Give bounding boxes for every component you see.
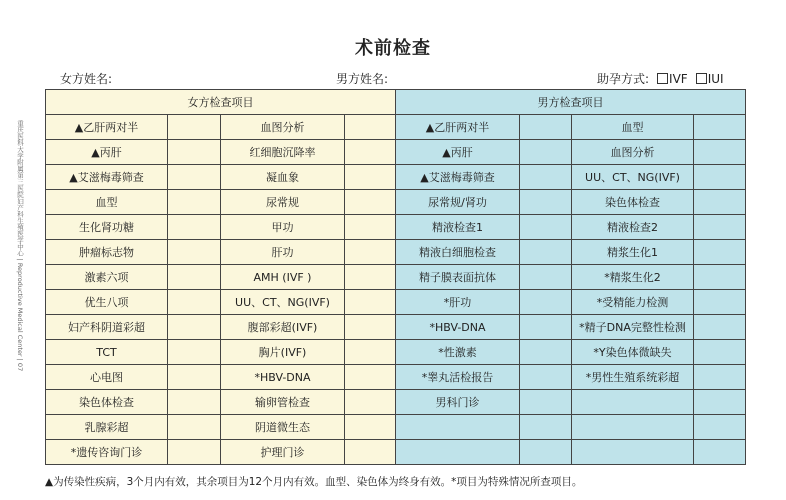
table-row: [46, 415, 746, 440]
result-cell[interactable]: [694, 265, 746, 290]
result-cell[interactable]: [520, 340, 572, 365]
table-row: [46, 190, 746, 215]
result-cell[interactable]: [694, 365, 746, 390]
female-exam-item: *遗传咨询门诊: [46, 440, 168, 465]
female-exam-item: UU、CT、NG(IVF): [221, 290, 345, 315]
female-exam-item: 肿瘤标志物: [46, 240, 168, 265]
male-exam-item: *精子DNA完整性检测: [572, 315, 694, 340]
female-exam-item: 肝功: [221, 240, 345, 265]
female-exam-item: 腹部彩超(IVF): [221, 315, 345, 340]
result-cell[interactable]: [168, 415, 221, 440]
result-cell[interactable]: [168, 140, 221, 165]
result-cell[interactable]: [520, 390, 572, 415]
result-cell[interactable]: [168, 240, 221, 265]
result-cell[interactable]: [520, 165, 572, 190]
table-row: [46, 240, 746, 265]
male-exam-item: 血图分析: [572, 140, 694, 165]
result-cell[interactable]: [345, 240, 396, 265]
male-exam-item: 精液检查2: [572, 215, 694, 240]
female-exam-item: ▲丙肝: [46, 140, 168, 165]
female-exam-item: 输卵管检查: [221, 390, 345, 415]
ivf-checkbox[interactable]: [657, 73, 668, 84]
female-exam-item: 甲功: [221, 215, 345, 240]
table-row: [46, 440, 746, 465]
result-cell[interactable]: [520, 415, 572, 440]
male-exam-item: 血型: [572, 115, 694, 140]
result-cell[interactable]: [345, 415, 396, 440]
male-exam-item: ▲艾滋梅毒筛查: [396, 165, 520, 190]
result-cell[interactable]: [694, 165, 746, 190]
result-cell[interactable]: [694, 340, 746, 365]
female-exam-item: *HBV-DNA: [221, 365, 345, 390]
result-cell[interactable]: [345, 315, 396, 340]
result-cell[interactable]: [520, 115, 572, 140]
table-row: [46, 340, 746, 365]
result-cell[interactable]: [168, 365, 221, 390]
result-cell[interactable]: [168, 215, 221, 240]
result-cell[interactable]: [168, 290, 221, 315]
iui-option-label: IUI: [707, 72, 724, 86]
result-cell[interactable]: [520, 190, 572, 215]
male-exam-item: 精液白细胞检查: [396, 240, 520, 265]
iui-checkbox[interactable]: [696, 73, 707, 84]
result-cell[interactable]: [520, 215, 572, 240]
result-cell[interactable]: [345, 390, 396, 415]
female-exam-item: 乳腺彩超: [46, 415, 168, 440]
result-cell[interactable]: [694, 415, 746, 440]
male-exam-item: *男性生殖系统彩超: [572, 365, 694, 390]
male-exam-item: UU、CT、NG(IVF): [572, 165, 694, 190]
assist-method: [597, 70, 724, 87]
result-cell[interactable]: [520, 240, 572, 265]
female-exam-item: 妇产科阴道彩超: [46, 315, 168, 340]
male-exam-item: 精子膜表面抗体: [396, 265, 520, 290]
result-cell[interactable]: [345, 190, 396, 215]
female-exam-item: 红细胞沉降率: [221, 140, 345, 165]
table-row: [46, 390, 746, 415]
male-exam-item: ▲丙肝: [396, 140, 520, 165]
side-margin-text: 重庆医科大学附属第三医院妇产科生殖医学中心 | Reproductive Medical Center | 07: [16, 120, 24, 372]
exam-table: [45, 89, 746, 465]
female-exam-item: ▲艾滋梅毒筛查: [46, 165, 168, 190]
male-exam-item: [572, 440, 694, 465]
male-name-label: 男方姓名:: [336, 72, 389, 86]
result-cell[interactable]: [345, 215, 396, 240]
female-exam-item: 胸片(IVF): [221, 340, 345, 365]
male-exam-item: *睾丸活检报告: [396, 365, 520, 390]
result-cell[interactable]: [345, 265, 396, 290]
female-exam-item: 血型: [46, 190, 168, 215]
male-exam-item: 染色体检查: [572, 190, 694, 215]
male-exam-item: *Y染色体微缺失: [572, 340, 694, 365]
table-row: [46, 165, 746, 190]
result-cell[interactable]: [345, 165, 396, 190]
male-exam-item: 尿常规/肾功: [396, 190, 520, 215]
female-exam-item: 护理门诊: [221, 440, 345, 465]
table-row: [46, 290, 746, 315]
table-row: [46, 265, 746, 290]
female-exam-item: 生化肾功糖: [46, 215, 168, 240]
result-cell[interactable]: [345, 140, 396, 165]
male-exam-item: 男科门诊: [396, 390, 520, 415]
assist-method-label: 助孕方式:: [597, 72, 650, 86]
male-exam-item: [572, 415, 694, 440]
exam-table-body: [46, 115, 746, 465]
page-title: 术前检查: [355, 38, 431, 59]
female-exam-item: 优生八项: [46, 290, 168, 315]
result-cell[interactable]: [520, 440, 572, 465]
result-cell[interactable]: [520, 315, 572, 340]
result-cell[interactable]: [694, 215, 746, 240]
result-cell[interactable]: [345, 340, 396, 365]
male-exam-item: *受精能力检测: [572, 290, 694, 315]
male-exam-item: [572, 390, 694, 415]
male-section-header: 男方检查项目: [396, 90, 746, 115]
female-exam-item: 尿常规: [221, 190, 345, 215]
table-row: [46, 215, 746, 240]
male-exam-item: *HBV-DNA: [396, 315, 520, 340]
male-exam-item: 精液检查1: [396, 215, 520, 240]
female-exam-item: 染色体检查: [46, 390, 168, 415]
female-exam-item: ▲乙肝两对半: [46, 115, 168, 140]
male-exam-item: [396, 415, 520, 440]
table-row: [46, 315, 746, 340]
female-section-header: 女方检查项目: [46, 90, 396, 115]
female-exam-item: TCT: [46, 340, 168, 365]
result-cell[interactable]: [168, 190, 221, 215]
result-cell[interactable]: [694, 390, 746, 415]
result-cell[interactable]: [168, 315, 221, 340]
female-exam-item: 血图分析: [221, 115, 345, 140]
result-cell[interactable]: [694, 440, 746, 465]
female-name-label: 女方姓名:: [60, 72, 113, 86]
female-exam-item: 心电图: [46, 365, 168, 390]
result-cell[interactable]: [168, 390, 221, 415]
result-cell[interactable]: [168, 340, 221, 365]
footnote: ▲为传染性疾病，3个月内有效，其余项目为12个月内有效。血型、染色体为终身有效。*项目为特殊情况所查项目。: [45, 476, 583, 488]
result-cell[interactable]: [168, 115, 221, 140]
female-exam-item: AMH (IVF ): [221, 265, 345, 290]
male-exam-item: [396, 440, 520, 465]
result-cell[interactable]: [694, 115, 746, 140]
result-cell[interactable]: [345, 115, 396, 140]
result-cell[interactable]: [694, 140, 746, 165]
table-row: [46, 115, 746, 140]
result-cell[interactable]: [694, 190, 746, 215]
result-cell[interactable]: [345, 290, 396, 315]
result-cell[interactable]: [520, 290, 572, 315]
ivf-option-label: IVF: [669, 72, 688, 86]
result-cell[interactable]: [520, 365, 572, 390]
result-cell[interactable]: [168, 265, 221, 290]
male-exam-item: *肝功: [396, 290, 520, 315]
table-row: [46, 365, 746, 390]
female-exam-item: 凝血象: [221, 165, 345, 190]
male-exam-item: 精浆生化1: [572, 240, 694, 265]
result-cell[interactable]: [168, 165, 221, 190]
result-cell[interactable]: [694, 240, 746, 265]
female-exam-item: 阴道微生态: [221, 415, 345, 440]
result-cell[interactable]: [694, 290, 746, 315]
result-cell[interactable]: [694, 315, 746, 340]
female-exam-item: 激素六项: [46, 265, 168, 290]
result-cell[interactable]: [345, 440, 396, 465]
result-cell[interactable]: [520, 265, 572, 290]
male-exam-item: ▲乙肝两对半: [396, 115, 520, 140]
result-cell[interactable]: [168, 440, 221, 465]
male-exam-item: *精浆生化2: [572, 265, 694, 290]
result-cell[interactable]: [520, 140, 572, 165]
result-cell[interactable]: [345, 365, 396, 390]
table-row: [46, 140, 746, 165]
male-exam-item: *性激素: [396, 340, 520, 365]
